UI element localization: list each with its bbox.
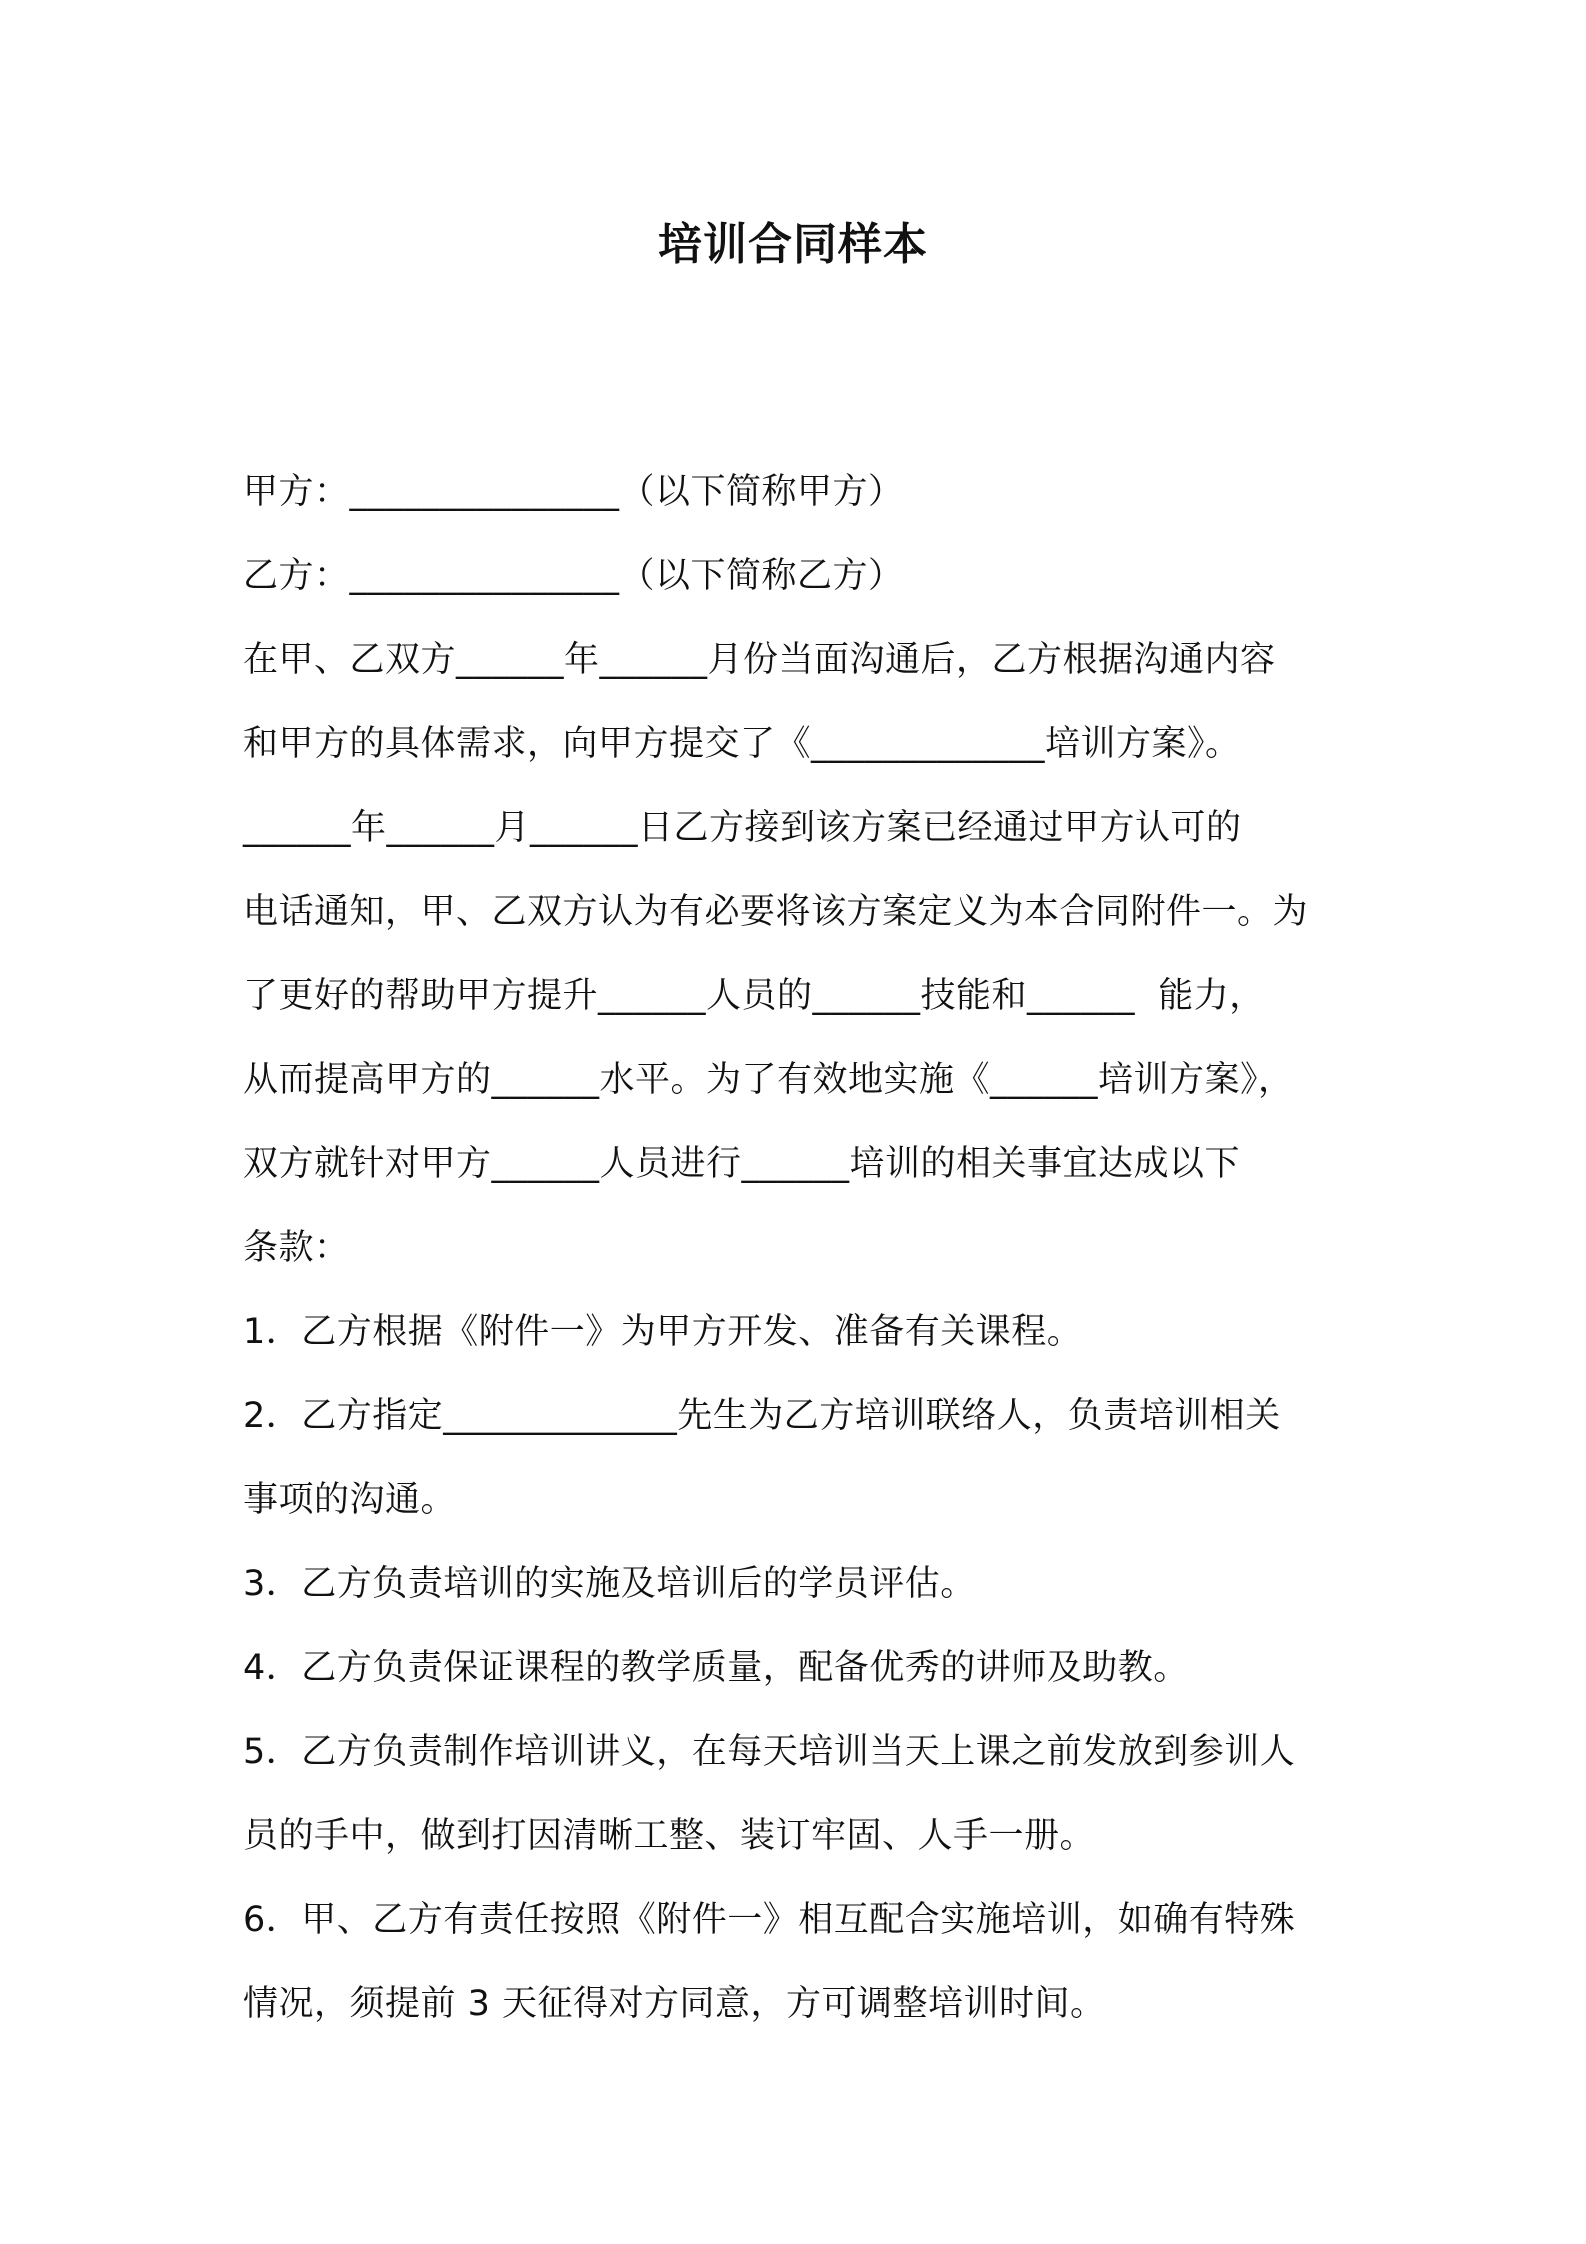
preamble-line-2: 和甲方的具体需求，向甲方提交了《_____________培训方案》。	[243, 724, 1241, 764]
party-b-line: 乙方：_______________（以下简称乙方）	[243, 556, 904, 596]
clause-6-line-1: 6．甲、乙方有责任按照《附件一》相互配合实施培训，如确有特殊	[243, 1900, 1296, 1940]
preamble-line-8: 条款：	[243, 1228, 350, 1268]
preamble-line-5: 了更好的帮助甲方提升______人员的______技能和______ 能力，	[243, 976, 1265, 1016]
clause-2-line-2: 事项的沟通。	[243, 1480, 457, 1520]
preamble-line-4: 电话通知，甲、乙双方认为有必要将该方案定义为本合同附件一。为	[243, 892, 1309, 932]
preamble-line-6: 从而提高甲方的______水平。为了有效地实施《______培训方案》，	[243, 1060, 1294, 1100]
clause-5-line-2: 员的手中，做到打因清晰工整、装订牢固、人手一册。	[243, 1816, 1096, 1856]
clause-4: 4．乙方负责保证课程的教学质量，配备优秀的讲师及助教。	[243, 1648, 1189, 1688]
clause-1: 1．乙方根据《附件一》为甲方开发、准备有关课程。	[243, 1312, 1083, 1352]
clause-6-line-2: 情况，须提前 3 天征得对方同意，方可调整培训时间。	[243, 1984, 1106, 2024]
document-title: 培训合同样本	[658, 219, 928, 270]
document-body	[243, 450, 1355, 2046]
clause-2-line-1: 2．乙方指定_____________先生为乙方培训联络人，负责培训相关	[243, 1396, 1281, 1436]
preamble-line-7: 双方就针对甲方______人员进行______培训的相关事宜达成以下	[243, 1144, 1241, 1184]
preamble-line-1: 在甲、乙双方______年______月份当面沟通后，乙方根据沟通内容	[243, 640, 1276, 680]
clause-3: 3．乙方负责培训的实施及培训后的学员评估。	[243, 1564, 976, 1604]
preamble-line-3: ______年______月______日乙方接到该方案已经通过甲方认可的	[243, 808, 1242, 848]
clause-5-line-1: 5．乙方负责制作培训讲义，在每天培训当天上课之前发放到参训人	[243, 1732, 1296, 1772]
party-a-line: 甲方：_______________（以下简称甲方）	[243, 472, 904, 512]
